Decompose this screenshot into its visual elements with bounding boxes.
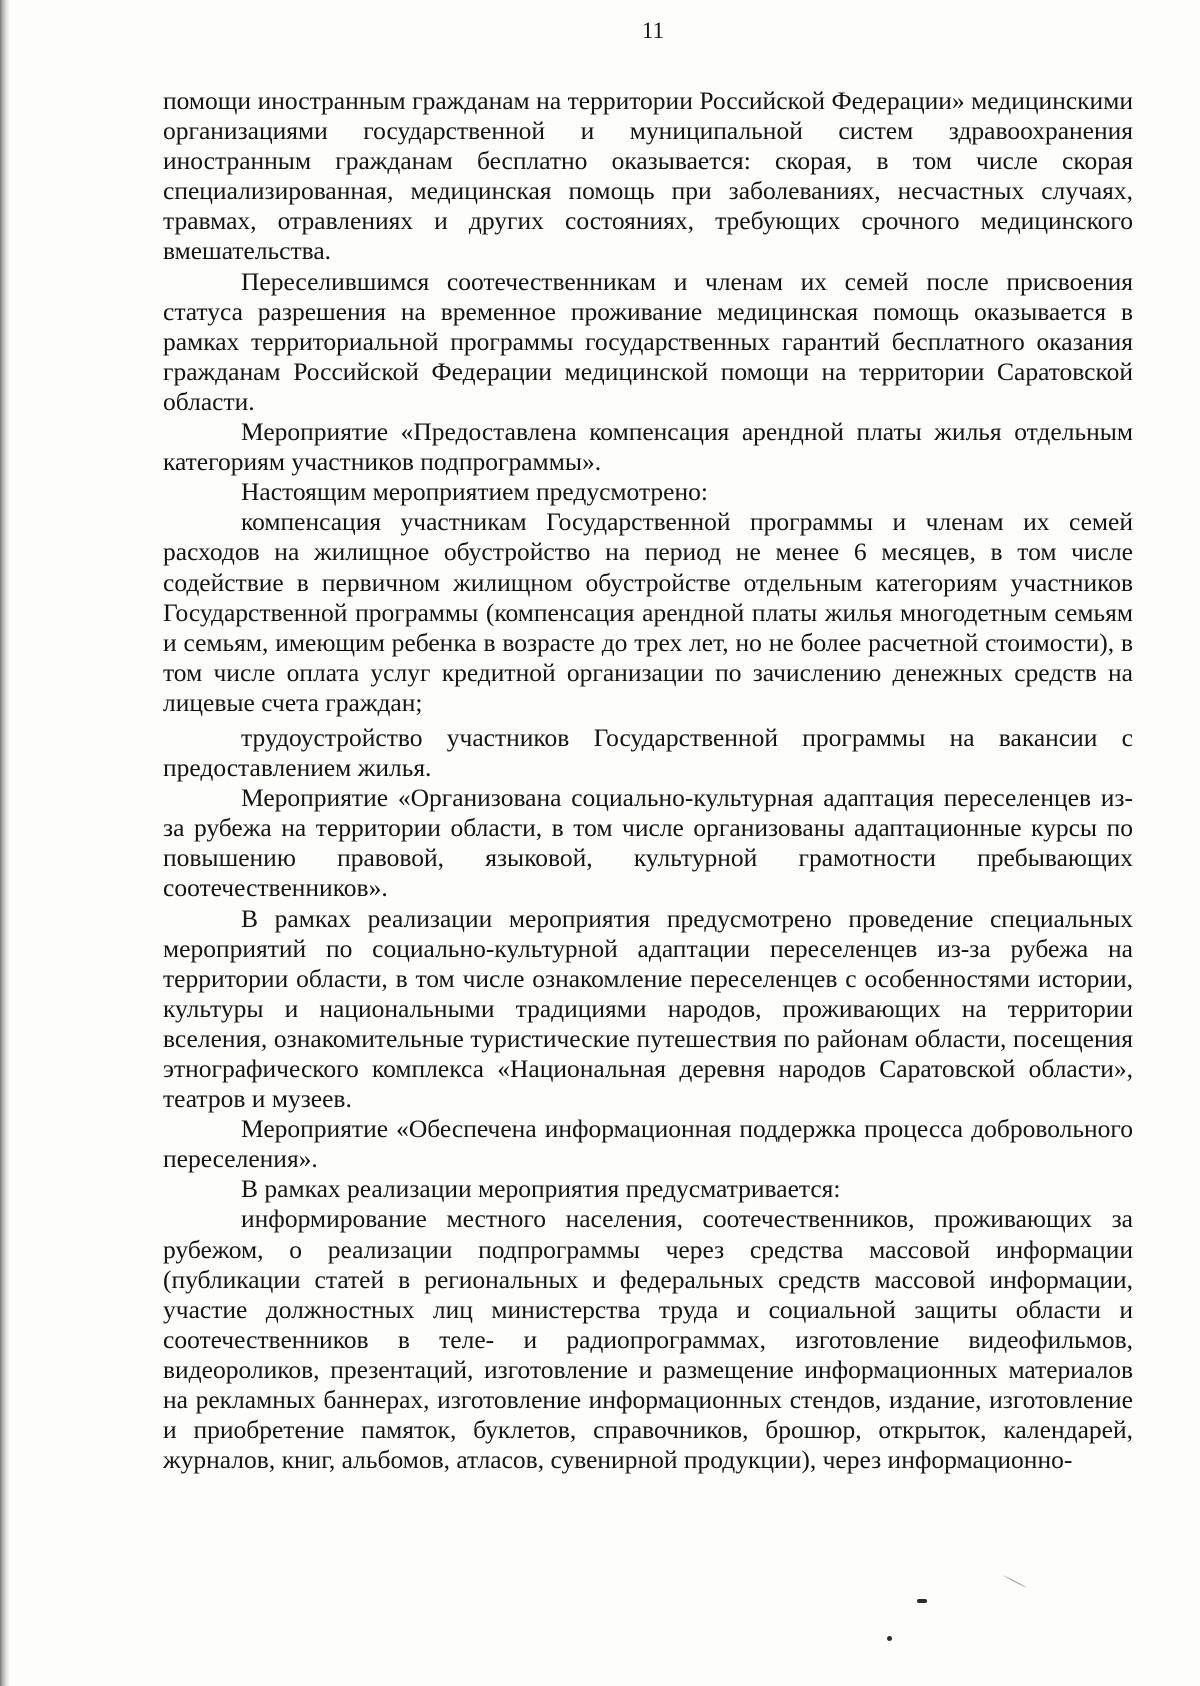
paragraph-employment: трудоустройство участников Государственной программы на вакансии с предоставлением жилья. xyxy=(163,722,1133,783)
scan-speck xyxy=(887,1636,892,1641)
paragraph-measure-provides: Настоящим мероприятием предусмотрено: xyxy=(241,477,708,507)
document-body xyxy=(163,86,1133,1475)
paragraph-continued-medical-help: помощи иностранным гражданам на территории Российской Федерации» медицинскими организациями государственной и муниципальной систем здравоохранения иностранным гражданам бесплатно оказывается: скорая, в том числе скорая специализированная, медицинская помощь при заболеваниях, несчастных случаях, травмах, отравлениях и других состояниях, требующих срочного медицинского вмешательства. xyxy=(163,86,1133,266)
paragraph-measure-includes: В рамках реализации мероприятия предусматривается: xyxy=(241,1174,841,1204)
scan-speck xyxy=(1003,1575,1026,1588)
scan-speck xyxy=(917,1599,927,1603)
paragraph-informing-details: информирование местного населения, соотечественников, проживающих за рубежом, о реализации подпрограммы через средства массовой информации (публикации статей в региональных и федеральных средств массовой информации, участие должностных лиц министерства труда и социальной защиты области и соотечественников в теле- и радиопрограммах, изготовление видеофильмов, видеороликов, презентаций, изготовление и размещение информационных материалов на рекламных баннерах, изготовление информационных стендов, издание, изготовление и приобретение памяток, буклетов, справочников, брошюр, открыток, календарей, журналов, книг, альбомов, атласов, сувенирной продукции), через информационно- xyxy=(163,1204,1133,1475)
scan-shadow-edge xyxy=(0,0,10,1686)
paragraph-information-measure: Мероприятие «Обеспечена информационная поддержка процесса добровольного переселения». xyxy=(163,1114,1133,1174)
paragraph-compensation-details: компенсация участникам Государственной программы и членам их семей расходов на жилищное обустройство на период не менее 6 месяцев, в том числе содействие в первичном жилищном обустройстве отдельным категориям участников Государственной программы (компенсация арендной платы жилья многодетным семьям и семьям, имеющим ребенка в возрасте до трех лет, но не более расчетной стоимости), в том числе оплата услуг кредитной организации по зачислению денежных средств на лицевые счета граждан; xyxy=(163,507,1133,717)
paragraph-rent-compensation-measure: Мероприятие «Предоставлена компенсация арендной платы жилья отдельным категориям участников подпрограммы». xyxy=(163,417,1133,477)
page-number: 11 xyxy=(641,18,665,43)
paragraph-adaptation-details: В рамках реализации мероприятия предусмотрено проведение специальных мероприятий по социально-культурной адаптации переселенцев из-за рубежа на территории области, в том числе ознакомление переселенцев с особенностями истории, культуры и национальными традициями народов, проживающих на территории вселения, ознакомительные туристические путешествия по районам области, посещения этнографического комплекса «Национальная деревня народов Саратовской области», театров и музеев. xyxy=(163,903,1133,1114)
paragraph-resettled-compatriots: Переселившимся соотечественникам и членам их семей после присвоения статуса разрешения на временное проживание медицинская помощь оказывается в рамках территориальной программы государственных гарантий бесплатного оказания гражданам Российской Федерации медицинской помощи на территории Саратовской области. xyxy=(163,266,1133,416)
paragraph-adaptation-measure: Мероприятие «Организована социально-культурная адаптация переселенцев из-за рубежа на территории области, в том числе организованы адаптационные курсы по повышению правовой, языковой, культурной грамотности пребывающих соотечественников». xyxy=(163,783,1133,903)
